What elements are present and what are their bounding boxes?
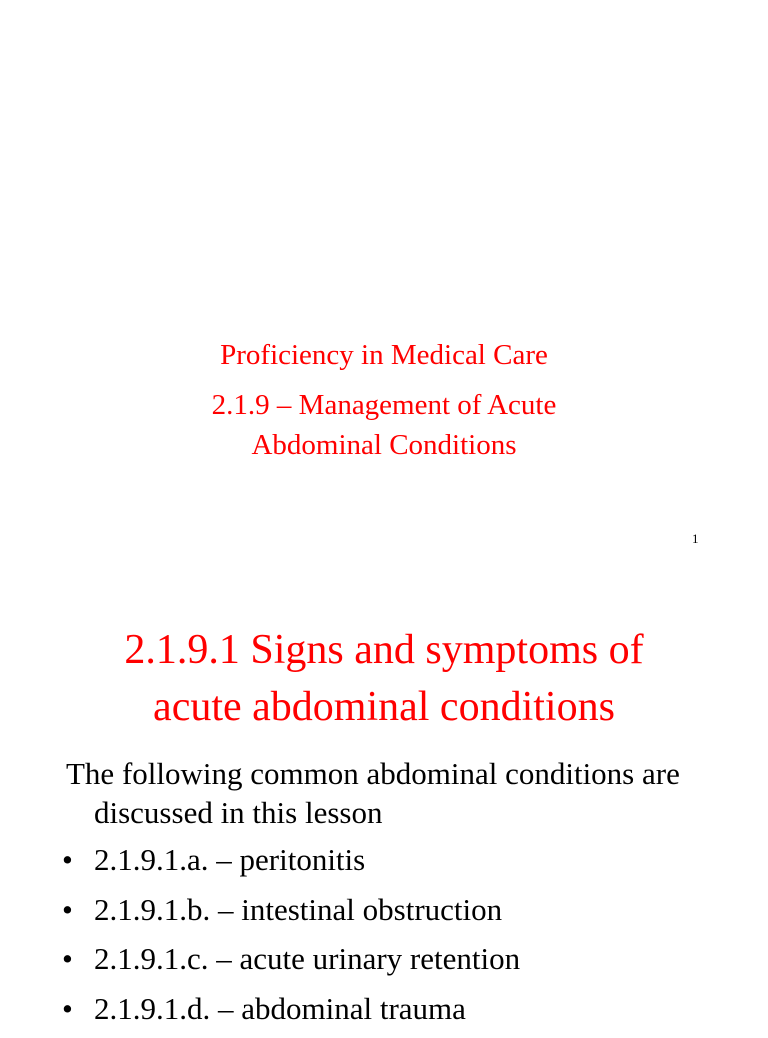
intro-text: The following common abdominal conditions are discussed in this lesson — [66, 754, 746, 832]
bullet-icon: • — [62, 840, 94, 879]
list-item-text: 2.1.9.1.a. – peritonitis — [94, 842, 365, 877]
list-item — [62, 989, 520, 1038]
list-item-text: 2.1.9.1.b. – intestinal obstruction — [94, 892, 502, 927]
lesson-title-line-1: 2.1.9 – Management of Acute — [0, 385, 768, 425]
page-number: 1 — [692, 531, 699, 547]
slide-heading — [0, 622, 768, 736]
bullet-icon: • — [62, 890, 94, 929]
heading-line-1: 2.1.9.1 Signs and symptoms of — [0, 622, 768, 679]
list-item — [62, 840, 520, 890]
heading-line-2: acute abdominal conditions — [0, 679, 768, 736]
lesson-title-line-2: Abdominal Conditions — [0, 425, 768, 465]
condition-list — [62, 840, 520, 1038]
list-item-text: 2.1.9.1.d. – abdominal trauma — [94, 991, 466, 1026]
course-title: Proficiency in Medical Care — [0, 335, 768, 375]
list-item — [62, 890, 520, 940]
list-item-text: 2.1.9.1.c. – acute urinary retention — [94, 941, 520, 976]
title-block — [0, 335, 768, 465]
bullet-icon: • — [62, 989, 94, 1028]
content-slide — [0, 570, 768, 1024]
list-item — [62, 939, 520, 989]
bullet-icon: • — [62, 939, 94, 978]
